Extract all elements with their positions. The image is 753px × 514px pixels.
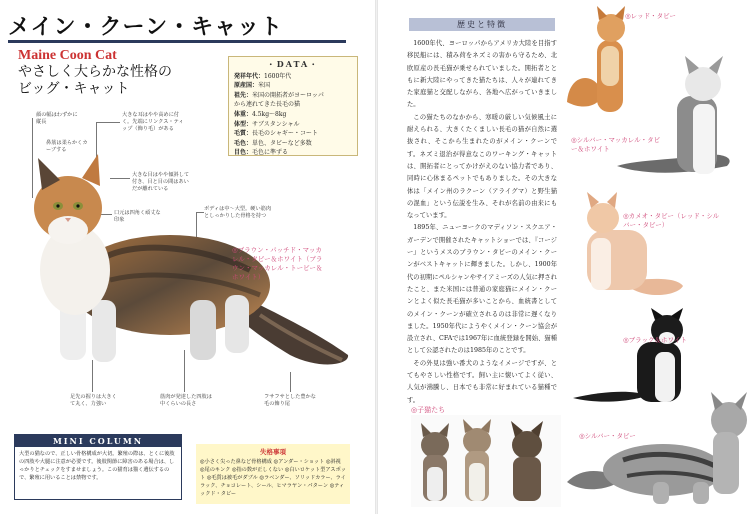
data-row: 原産国：米国 (234, 82, 271, 90)
kittens-image (411, 415, 561, 507)
mini-column (14, 434, 182, 500)
annotation-body: ボディは中〜大型。硬い筋肉としっかりした骨格を持つ (204, 206, 272, 219)
annotation-mouth: 口元は四角く頑丈な印象 (114, 210, 161, 223)
color-label-red-tabby: ◎レッド・タビー (625, 12, 676, 20)
history-paragraph: 1895年、ニューヨークのマディソン・スクエア・ガーデンで開催されたキャットショーでは、『コージー』というメスのブラウン・タビーのメイン・クーンがベストキャットに輝きました。しかし、1900年代の初期にペルシャンやサイアミーズの人気に押されたこと、また米国には普通の家庭猫にメイン・クーンとよく似た長毛猫が多いことから、血統書としてのメイン・クーンが確立されるのは非常に遅くなりました。1950年代にようやくメイン・クーン協会が設立され、CFAでは1967年に血統登録を開始、猫種として公認されたのは1985年のことです。 (407, 224, 557, 355)
subtitle-english: Maine Coon Cat (18, 48, 117, 63)
right-page (377, 0, 753, 514)
annotation-face: 顔の幅はわずかに縦長 (36, 112, 78, 125)
history-paragraph: その外見は強い番犬のようなイメージですが、とてもやさしい性格です。飼い主に懐いてよく従い、人気が沸騰し、日本でも非常に好まれている猫種です。 (407, 359, 557, 404)
data-row: 目色：毛色に準ずる (234, 149, 289, 157)
data-row: から連れてきた長毛の猫 (234, 101, 301, 109)
leader-line (96, 122, 120, 123)
annotation-tail: フサフサとした豊かな毛の飾り尾 (264, 394, 316, 407)
data-row: 体重：4.5kg〜8kg (234, 110, 287, 118)
main-color-label: ◎ブラウン・パッチド・マッカレル・タビー＆ホワイト（ブラウン・マッカレル・トービー＆ホワイト） (232, 246, 323, 281)
mini-column-title: MINI COLUMN (15, 435, 181, 447)
annotation-paws: 足先の握りは大きくて丸く、力強い (70, 394, 117, 407)
color-label-silver-tabby: ◎シルバー・タビー (579, 432, 636, 440)
left-page (0, 0, 376, 514)
data-row: 毛色：単色、タビーなど多数 (234, 139, 312, 147)
disqualification-title: 失格事項 (260, 448, 286, 456)
data-box (228, 56, 358, 156)
subtitle-line-1: やさしく大らかな性格の (18, 64, 172, 80)
history-text (407, 38, 557, 407)
annotation-nose: 鼻筋は柔らかくカーブする (46, 140, 88, 153)
annotation-eyes: 大きな目はやや傾斜して付き、目と目の間はあいだが離れている (132, 172, 190, 192)
data-row: 毛質：長毛のシャギー・コート (234, 130, 318, 138)
data-row: 体型：サブスタンシャル (234, 120, 300, 128)
subtitle-japanese (18, 64, 188, 98)
title-rule (8, 40, 346, 43)
kittens-label: ◎子猫たち (411, 406, 446, 414)
page-title: メイン・クーン・キャット (8, 14, 284, 40)
disqualification-text: ◎小さく尖った鼻など骨格構成 ◎アンダー・ショット ◎斜視 ◎尾のキンク ◎指の数が正しくない ◎白いロケット型アスポット ◎毛質は被毛がダブル ◎ラベンダー、ソリッドカラー、ライラック、チョコレート、シール、ヒマラヤン・パターン ◎ティックド・タビー (200, 459, 346, 497)
annotation-ears: 大きな耳はやや高めに付く。先端にリンクス・ティップ（飾り毛）がある (122, 112, 184, 132)
color-label-black-white: ◎ブラック＆ホワイト (623, 336, 687, 344)
data-row: 祖先：米国の開拓者がヨーロッパ (234, 91, 324, 99)
silver-mackerel-tabby-white-image (607, 56, 753, 196)
cameo-tabby-image (567, 190, 687, 302)
color-label-silver-mackerel: ◎シルバー・マッカレル・タビー＆ホワイト (571, 136, 661, 153)
data-title: ・DATA・ (266, 59, 320, 69)
history-paragraph: この猫たちのなかから、寒暖の厳しい気候風土に耐えられる、大きくたくましい長毛の猫が自然に選抜され、そこから生まれたのがメイン・クーンです。ネズミ退治が得意なこのワーキング・キャットは、開拓者にとってかけがえのない協力者であり、同時に心休まるペットでもありました。その大きな体は「メイン州のラクーン（アライグマ）と野生猫の混血」という伝説を生み、それが名前の由来にもなっています。 (407, 113, 557, 220)
annotation-legs: 筋肉が発達した四肢は中くらいの長さ (160, 394, 212, 407)
color-label-cameo-tabby: ◎カメオ・タビー（レッド・シルバー・タビー） (623, 212, 720, 229)
disqualification-box (196, 444, 350, 504)
history-paragraph: 1600年代、ヨーロッパからアメリカ大陸を目指す移民船には、積み荷をネズミの害から守るため、北欧原産の長毛猫が乗せられていました。開拓者とともに新大陸にやってきた猫たちは、人々が連れてきた家庭猫と交配しながら、各地へ広がっていきました。 (407, 40, 557, 109)
history-title: 歴史と特徴 (409, 18, 555, 31)
data-row: 発祥年代：1600年代 (234, 72, 292, 80)
subtitle-line-2: ビッグ・キャット (18, 81, 130, 97)
mini-column-text: 大型の猫なので、正しい骨格構成が大切。繁殖の際は、とくに後肢の四肢や大腿に注意が必要です。後肢関節に障害のある場合は、しっかりとチェックをすませましょう。この猫育は猫く遺伝するので、繁殖に用いることは禁物です。 (19, 451, 175, 481)
silver-tabby-image (563, 386, 753, 506)
